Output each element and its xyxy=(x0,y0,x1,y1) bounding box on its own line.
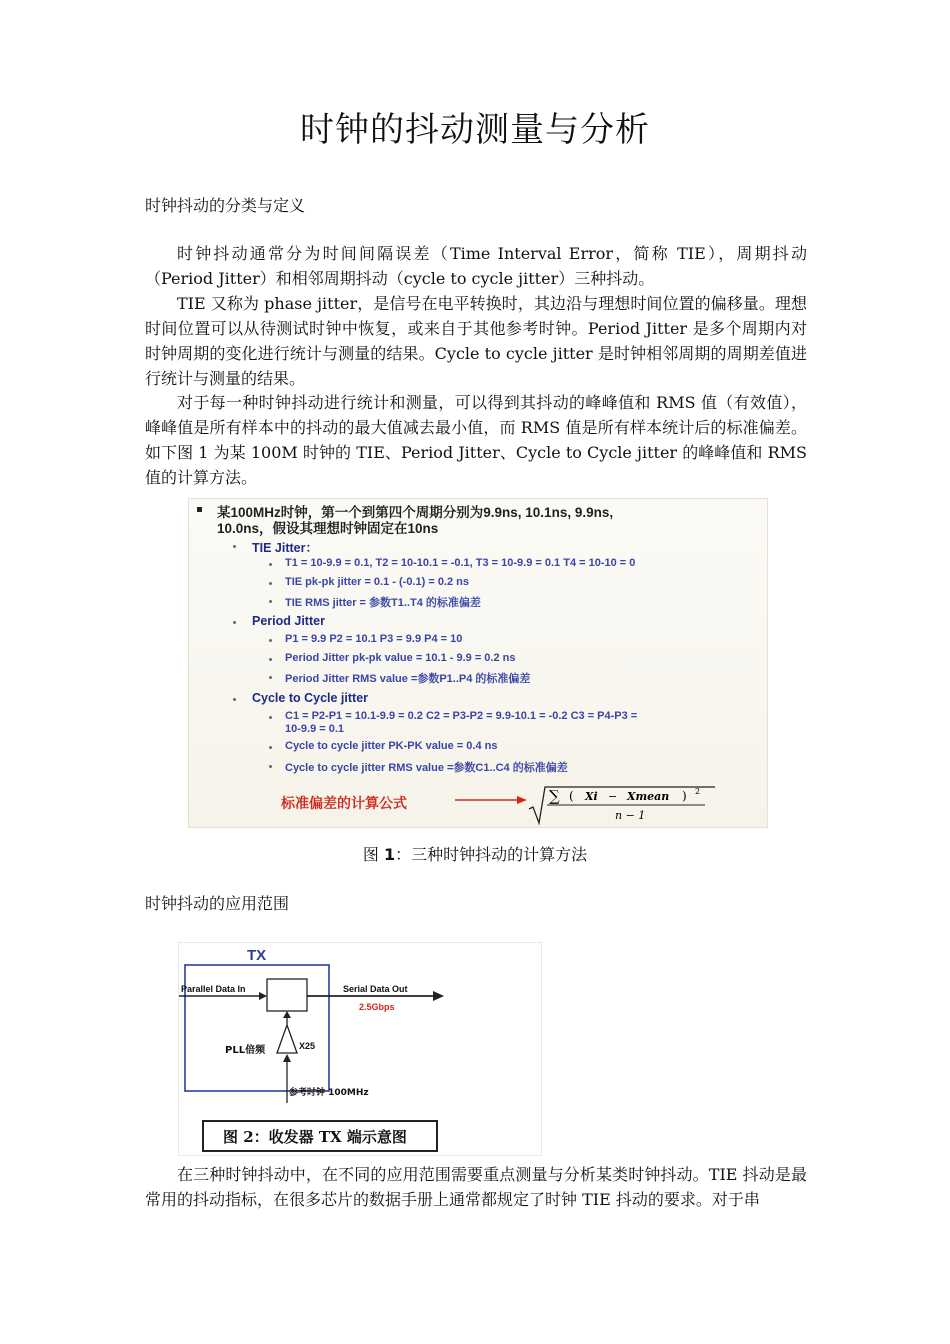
arrow-right-icon xyxy=(455,796,527,804)
figure-1-slide xyxy=(188,498,768,828)
fig1-intro-line2: 10.0ns，假设其理想时钟固定在10ns xyxy=(217,521,439,536)
section-heading-classification: 时钟抖动的分类与定义 xyxy=(145,196,306,215)
fig1-c2c-item: C1 = P2-P1 = 10.1-9.9 = 0.2 C2 = P3-P2 = 9.9-10.1 = -0.2 C3 = P4-P3 = xyxy=(285,710,638,722)
paragraph-tie-definition: TIE 又称为 phase jitter，是信号在电平转换时，其边沿与理想时间位置的偏移量。理想时间位置可以从待测试时钟中恢复，或来自于其他参考时钟。Period Jitter 是多个周期内对时钟周期的变化进行统计与测量的结果。Cycle to cycle jitter 是时钟相邻周期的周期差值进行统计与测量的结果。 xyxy=(145,294,807,388)
bullet-dot-icon xyxy=(233,545,236,548)
fig1-c2c-item: Cycle to cycle jitter PK-PK value = 0.4 ns xyxy=(285,740,498,752)
multiplier-label: X25 xyxy=(299,1041,316,1051)
fig1-tie-heading: TIE Jitter： xyxy=(252,541,318,555)
page-title: 时钟的抖动测量与分析 xyxy=(300,110,650,150)
pll-amplifier-icon xyxy=(277,1025,297,1053)
bullet-dot-icon xyxy=(269,676,272,679)
bullet-square-icon xyxy=(197,507,202,512)
pll-label: PLL倍频 xyxy=(225,1045,266,1056)
rate-label: 2.5Gbps xyxy=(359,1002,395,1012)
bullet-dot-icon xyxy=(269,600,272,603)
figure-2-tx-diagram xyxy=(178,942,542,1156)
sum-symbol: ∑ xyxy=(549,787,560,805)
caption-text: ：三种时钟抖动的计算方法 xyxy=(395,845,588,864)
var-xmean: Xmean xyxy=(627,790,670,803)
bullet-dot-icon xyxy=(269,716,272,719)
fig1-intro-line1: 某100MHz时钟，第一个到第四个周期分别为9.9ns, 10.1ns, 9.9ns, xyxy=(217,505,614,520)
ref-clock-label: 参考时钟 100MHz xyxy=(289,1088,369,1098)
minus-sign: − xyxy=(608,790,618,803)
bullet-dot-icon xyxy=(269,658,272,661)
caption-prefix: 图 xyxy=(362,845,384,864)
fig1-period-heading: Period Jitter xyxy=(252,614,325,628)
pll-arrow-up-icon xyxy=(283,1011,291,1025)
bullet-dot-icon xyxy=(233,621,236,624)
figure-2-caption: 图 2：收发器 TX 端示意图 xyxy=(223,1128,407,1146)
fig1-formula-label: 标准偏差的计算公式 xyxy=(281,795,407,811)
paragraph-application: 在三种时钟抖动中，在不同的应用范围需要重点测量与分析某类时钟抖动。TIE 抖动是最常用的抖动指标，在很多芯片的数据手册上通常都规定了时钟 TIE 抖动的要求。对于串 xyxy=(145,1165,807,1209)
fig1-tie-item: T1 = 10-9.9 = 0.1, T2 = 10-10.1 = -0.1, T3 = 10-9.9 = 0.1 T4 = 10-10 = 0 xyxy=(285,557,636,569)
bullet-dot-icon xyxy=(269,746,272,749)
std-dev-formula xyxy=(455,785,765,825)
tx-label: TX xyxy=(247,947,267,964)
paren-close: ) xyxy=(682,789,687,803)
caption-number: 1 xyxy=(383,845,396,864)
bullet-dot-icon xyxy=(269,582,272,585)
fig1-c2c-item-cont: 10-9.9 = 0.1 xyxy=(285,723,345,735)
bullet-dot-icon xyxy=(269,563,272,566)
serial-label: Serial Data Out xyxy=(343,984,408,994)
fig1-tie-item: TIE RMS jitter = 参数T1..T4 的标准偏差 xyxy=(285,597,481,609)
var-xi: Xi xyxy=(585,790,598,803)
fig1-period-item: Period Jitter pk-pk value = 10.1 - 9.9 = 0.2 ns xyxy=(285,652,516,664)
exponent-2: 2 xyxy=(695,787,701,796)
paragraph-measurement: 对于每一种时钟抖动进行统计和测量，可以得到其抖动的峰峰值和 RMS 值（有效值），峰峰值是所有样本中的抖动的最大值减去最小值，而 RMS 值是所有样本统计后的标准偏差。如下图 1 为某 100M 时钟的 TIE、Period Jitter、Cycle to Cycle jitter 的峰峰值和 RMS 值的计算方法。 xyxy=(145,393,807,487)
paragraph-intro: 时钟抖动通常分为时间间隔误差（Time Interval Error，简称 TIE），周期抖动（Period Jitter）和相邻周期抖动（cycle to cycle jitter）三种抖动。 xyxy=(145,244,807,288)
bullet-dot-icon xyxy=(269,765,272,768)
fig1-c2c-item: Cycle to cycle jitter RMS value =参数C1..C4 的标准偏差 xyxy=(285,762,568,774)
fig1-tie-item: TIE pk-pk jitter = 0.1 - (-0.1) = 0.2 ns xyxy=(285,576,470,588)
serializer-block xyxy=(267,979,307,1011)
paren-open: ( xyxy=(569,789,574,803)
bullet-dot-icon xyxy=(233,698,236,701)
fig1-period-item: Period Jitter RMS value =参数P1..P4 的标准偏差 xyxy=(285,673,531,685)
figure-1-caption xyxy=(0,842,950,865)
bullet-dot-icon xyxy=(269,639,272,642)
denominator: n − 1 xyxy=(615,809,646,822)
fig1-period-item: P1 = 9.9 P2 = 10.1 P3 = 9.9 P4 = 10 xyxy=(285,633,463,645)
parallel-label: Parallel Data In xyxy=(181,984,246,994)
section-heading-application: 时钟抖动的应用范围 xyxy=(145,894,290,913)
fig1-c2c-heading: Cycle to Cycle jitter xyxy=(252,691,369,705)
